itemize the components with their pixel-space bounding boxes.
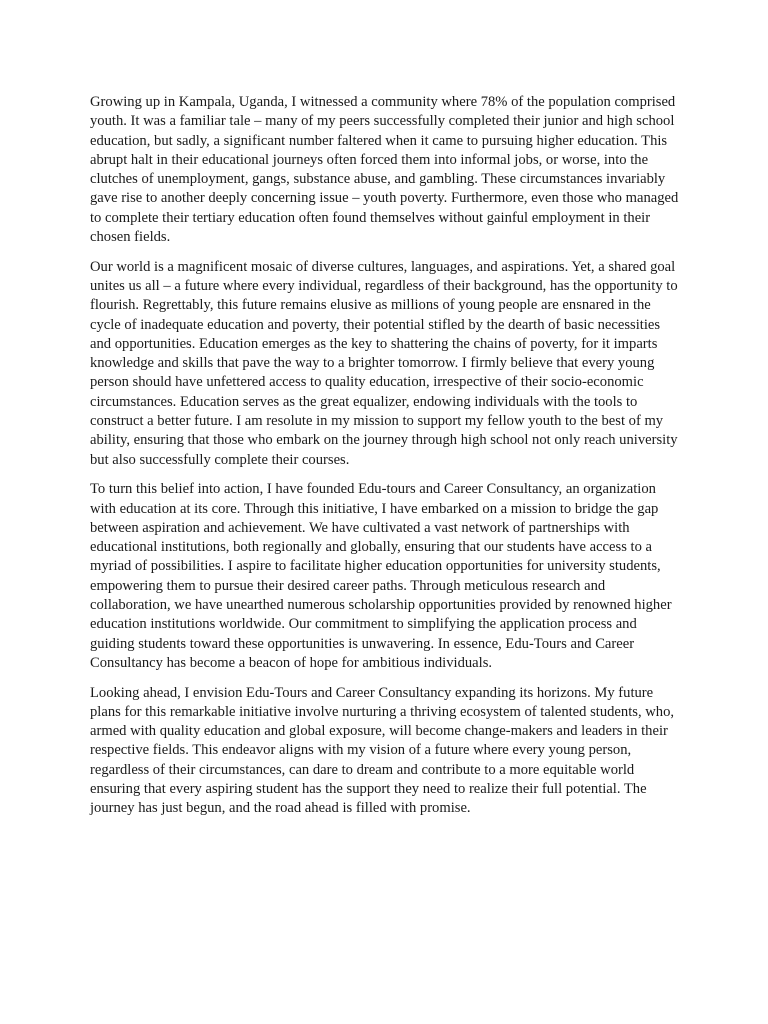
paragraph-4: Looking ahead, I envision Edu-Tours and Career Consultancy expanding its horizons. My future plans for this remarkable initiative involve nurturing a thriving ecosystem of talented students, who, armed with quality education and global exposure, will become change-makers and leaders in their respective fields. This endeavor aligns with my vision of a future where every young person, regardless of their circumstances, can dare to dream and contribute to a more equitable world ensuring that every aspiring student has the support they need to realize their full potential. The journey has just begun, and the road ahead is filled with promise. bbox=[90, 684, 675, 817]
document-body bbox=[90, 93, 682, 829]
paragraph-3: To turn this belief into action, I have founded Edu-tours and Career Consultancy, an organization with education at its core. Through this initiative, I have embarked on a mission to bridge the gap between aspiration and achievement. We have cultivated a vast network of partnerships with educational institutions, both regionally and globally, ensuring that our students have access to a myriad of possibilities. I aspire to facilitate higher education opportunities for university students, empowering them to pursue their desired career paths. Through meticulous research and collaboration, we have unearthed numerous scholarship opportunities provided by renowned higher education institutions worldwide. Our commitment to simplifying the application process and guiding students toward these opportunities is unwavering. In essence, Edu-Tours and Career Consultancy has become a beacon of hope for ambitious individuals. bbox=[90, 481, 672, 671]
paragraph-1: Growing up in Kampala, Uganda, I witnessed a community where 78% of the population comprised youth. It was a familiar tale – many of my peers successfully completed their junior and high school education, but sadly, a significant number faltered when it came to pursuing higher education. This abrupt halt in their educational journeys often forced them into informal jobs, or worse, into the clutches of unemployment, gangs, substance abuse, and gambling. These circumstances invariably gave rise to another deeply concerning issue – youth poverty. Furthermore, even those who managed to complete their tertiary education often found themselves without gainful employment in their chosen fields. bbox=[90, 94, 679, 246]
paragraph-2: Our world is a magnificent mosaic of diverse cultures, languages, and aspirations. Yet, a shared goal unites us all – a future where every individual, regardless of their background, has the opportunity to flourish. Regrettably, this future remains elusive as millions of young people are ensnared in the cycle of inadequate education and poverty, their potential stifled by the dearth of basic necessities and opportunities. Education emerges as the key to shattering the chains of poverty, for it imparts knowledge and skills that pave the way to a brighter tomorrow. I firmly believe that every young person should have unfettered access to quality education, irrespective of their socio-economic circumstances. Education serves as the great equalizer, endowing individuals with the tools to construct a better future. I am resolute in my mission to support my fellow youth to the best of my ability, ensuring that those who embark on the journey through high school not only reach university but also successfully complete their courses. bbox=[90, 258, 678, 468]
